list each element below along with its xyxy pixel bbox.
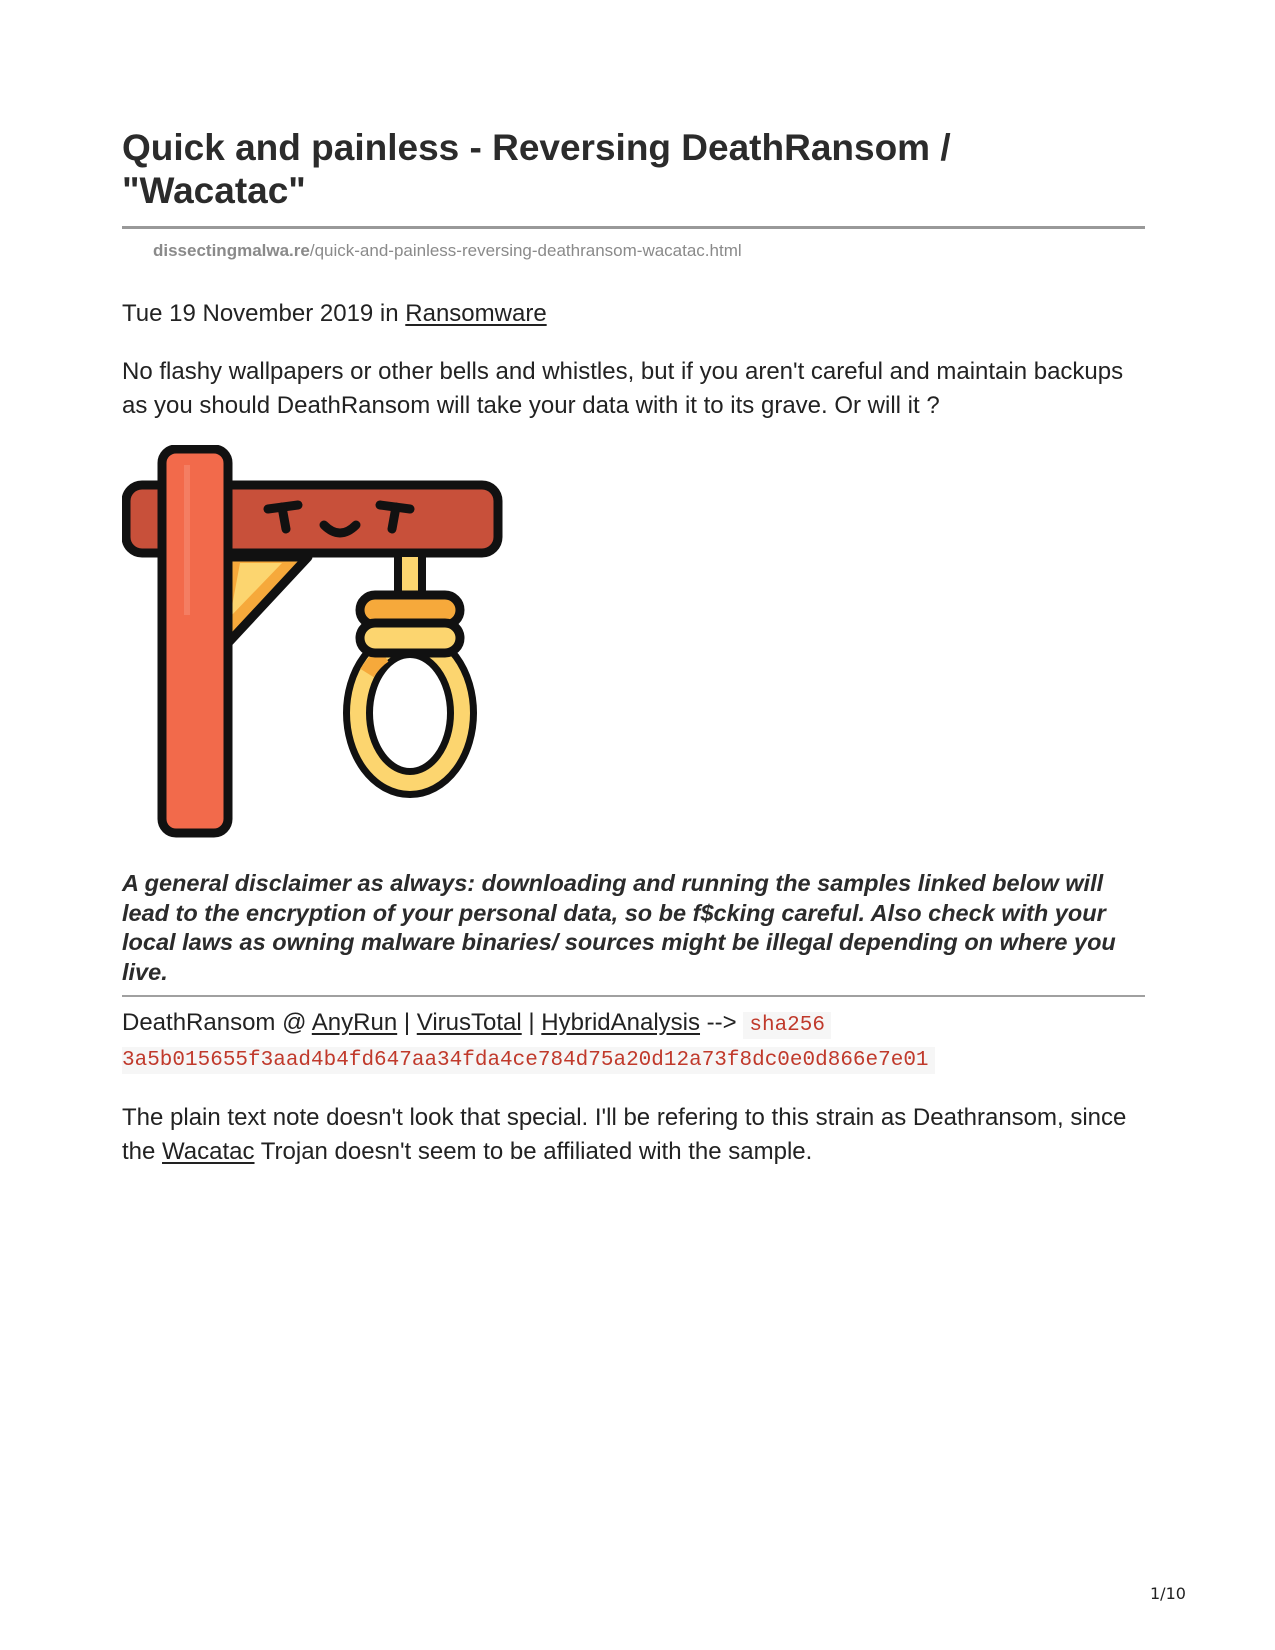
- disclaimer: A general disclaimer as always: downloading and running the samples linked below will lead to the encryption of your personal data, so be f$cking careful. Also check with your local laws as owning malware binaries/ sources might be illegal depending on where you live.: [122, 870, 1116, 985]
- link-separator: |: [521, 1009, 542, 1036]
- disclaimer-divider: [122, 995, 1145, 997]
- source-domain: dissectingmalwa.re: [153, 241, 310, 260]
- gallows-noose-icon: [122, 445, 522, 845]
- category-link[interactable]: Ransomware: [405, 300, 547, 327]
- sample-prefix: DeathRansom @: [122, 1009, 312, 1036]
- anyrun-link[interactable]: AnyRun: [311, 1009, 398, 1036]
- source-path: /quick-and-painless-reversing-deathransom-wacatac.html: [309, 241, 742, 260]
- article: [122, 126, 1145, 1169]
- title-divider: [122, 226, 1145, 229]
- post-meta: [122, 299, 1145, 329]
- hash-label: sha256: [743, 1012, 831, 1039]
- source-url: [153, 241, 1145, 261]
- sample-links: [122, 1007, 1145, 1077]
- arrow-text: -->: [700, 1009, 744, 1036]
- virustotal-link[interactable]: VirusTotal: [416, 1009, 522, 1036]
- intro-paragraph: No flashy wallpapers or other bells and whistles, but if you aren't careful and maintain backups as you should DeathRansom will take your data with it to its grave. Or will it ?: [122, 358, 1124, 419]
- note-paragraph: [122, 1101, 1145, 1169]
- page-title: Quick and painless - Reversing DeathRansom / "Wacatac": [122, 127, 951, 211]
- post-date: Tue 19 November 2019 in: [122, 300, 406, 327]
- note-text-before: The plain text note doesn't look that special. I'll be refering to this strain as Deathransom, since the: [122, 1104, 1127, 1165]
- note-text-after: Trojan doesn't seem to be affiliated with the sample.: [254, 1138, 813, 1165]
- sha256-hash: 3a5b015655f3aad4b4fd647aa34fda4ce784d75a20d12a73f8dc0e0d866e7e01: [122, 1047, 935, 1074]
- wacatac-link[interactable]: Wacatac: [162, 1138, 255, 1165]
- hybridanalysis-link[interactable]: HybridAnalysis: [541, 1009, 701, 1036]
- page-number: 1/10: [1150, 1584, 1186, 1603]
- link-separator: |: [397, 1009, 417, 1036]
